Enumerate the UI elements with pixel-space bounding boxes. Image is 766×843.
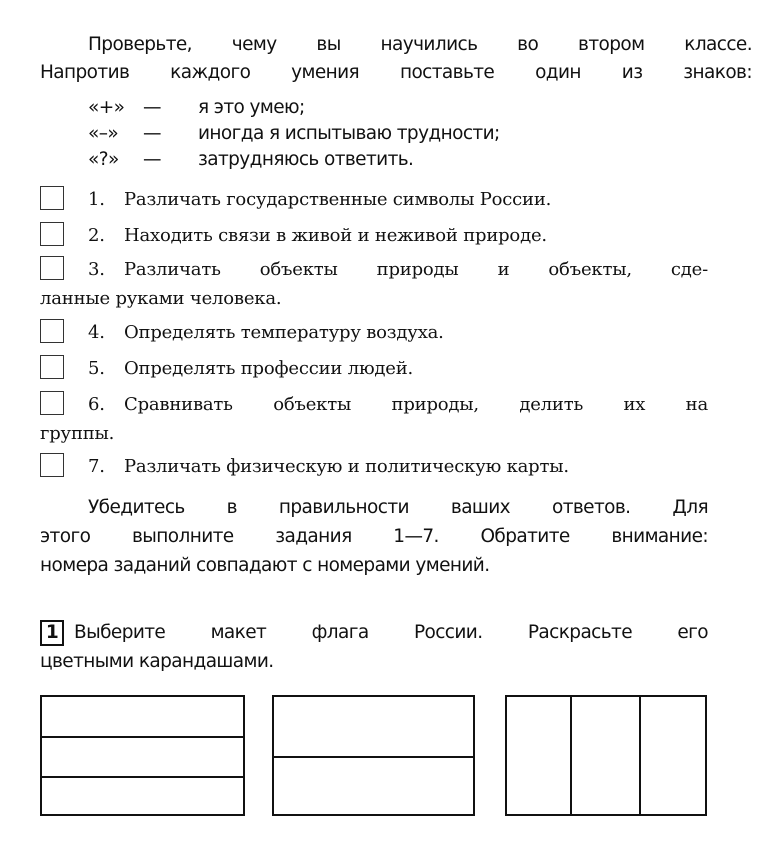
skill-item-2 [88,223,547,249]
skill-text: Различать объекты природы и объекты, сде- [124,259,708,280]
legend-dash: — [143,123,161,144]
skill-checkbox-1[interactable] [40,186,64,210]
skill-item-4 [88,320,444,346]
skill-text-continuation: ланные руками человека. [40,288,282,309]
task-text: Выберите макет флага России. Раскрасьте его [74,622,708,643]
legend-dash: — [143,149,161,170]
skill-text: Находить связи в живой и неживой природе. [124,225,547,246]
legend-sign: «+» [88,97,125,118]
skill-text: Определять профессии людей. [124,358,414,379]
skill-item-7 [88,454,569,480]
legend-dash: — [143,97,161,118]
task-number-badge: 1 [40,620,64,646]
flag-template-three-vertical[interactable] [505,695,707,816]
legend-sign: «–» [88,123,119,144]
skill-number: 3. [88,259,105,280]
skill-item-1 [88,187,551,213]
skill-number: 6. [88,394,105,415]
stripe-divider [639,697,641,814]
task-1-line-1 [40,620,708,646]
skill-text: Различать физическую и политическую карты. [124,456,569,477]
skill-checkbox-5[interactable] [40,355,64,379]
check-line-3: номера заданий совпадают с номерами умений. [40,555,490,576]
intro-line-2: Напротив каждого умения поставьте один из знаков: [40,62,752,83]
skill-item-5 [88,356,413,382]
legend-text: я это умею; [198,97,305,118]
check-line-2: этого выполните задания 1—7. Обратите внимание: [40,526,708,547]
skill-text: Сравнивать объекты природы, делить их на [124,394,708,415]
legend-item [88,95,305,121]
skill-checkbox-6[interactable] [40,391,64,415]
skill-item-6 [88,392,708,418]
stripe-divider [570,697,572,814]
legend-sign: «?» [88,149,119,170]
skill-number: 1. [88,189,105,210]
skill-checkbox-2[interactable] [40,222,64,246]
stripe-divider [42,736,243,738]
legend-item [88,121,500,147]
flag-template-two-horizontal[interactable] [272,695,475,816]
legend-item [88,147,413,173]
stripe-divider [274,756,473,758]
skill-item-3 [88,257,708,283]
skill-number: 7. [88,456,105,477]
skill-checkbox-4[interactable] [40,319,64,343]
intro-line-1: Проверьте, чему вы научились во втором классе. [88,34,752,55]
skill-number: 2. [88,225,105,246]
flag-template-three-horizontal[interactable] [40,695,245,816]
skill-checkbox-3[interactable] [40,256,64,280]
task-text-continuation: цветными карандашами. [40,651,274,672]
skill-text: Различать государственные символы России. [124,189,552,210]
legend-text: иногда я испытываю трудности; [198,123,500,144]
stripe-divider [42,776,243,778]
legend-text: затрудняюсь ответить. [198,149,414,170]
skill-text-continuation: группы. [40,423,115,444]
check-line-1: Убедитесь в правильности ваших ответов. Для [88,497,708,518]
skill-number: 5. [88,358,105,379]
skill-checkbox-7[interactable] [40,453,64,477]
skill-number: 4. [88,322,105,343]
skill-text: Определять температуру воздуха. [124,322,444,343]
